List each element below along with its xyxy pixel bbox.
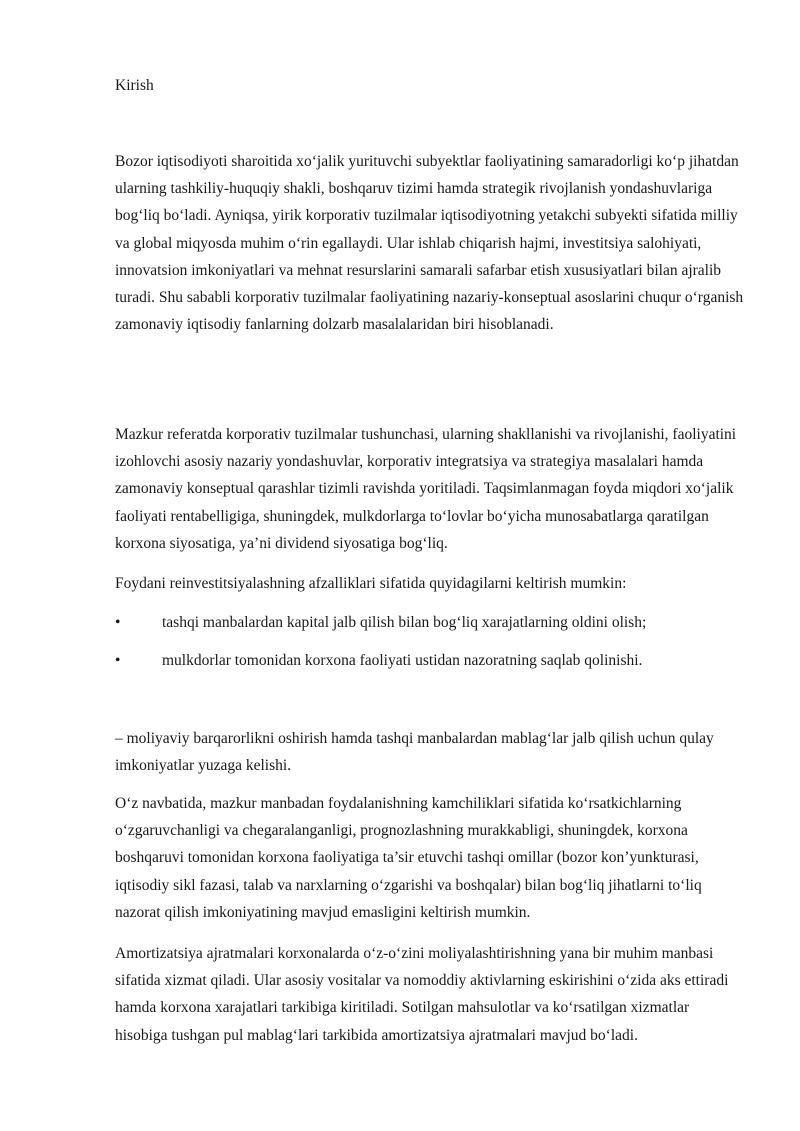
paragraph-stability: – moliyaviy barqarorlikni oshirish hamda tashqi manbalardan mablag‘lar jalb qilish uchun qulay imkoniyatlar yuzaga kelishi. (115, 730, 714, 775)
paragraph-depreciation: Amortizatsiya ajratmalari korxonalarda o‘z-o‘zini moliyalashtirishning yana bir muhim manbasi sifatida xizmat qiladi. Ular asosiy vositalar va nomoddiy aktivlarning eskirishini o‘zida aks ettiradi hamda korxona xarajatlari tarkibiga kiritiladi. Sotilgan mahsulotlar va ko‘rsatilgan xizmatlar hisobiga tushgan pul mablag‘lari tarkibida amortizatsiya ajratmalari mavjud bo‘ladi. (115, 945, 729, 1044)
section-heading: Kirish (115, 77, 154, 94)
list-item-text: tashqi manbalardan kapital jalb qilish bilan bog‘liq xarajatlarning oldini olish; (162, 614, 647, 631)
bullet-icon: • (115, 614, 121, 631)
paragraph-scope: Mazkur referatda korporativ tuzilmalar tushunchasi, ularning shakllanishi va rivojlanishi, faoliyatini izohlovchi asosiy nazariy yondashuvlar, korporativ integratsiya va strategiya masalalari hamda zamonaviy konseptual qarashlar tizimli ravishda yoritiladi. Taqsimlanmagan foyda miqdori xo‘jalik faoliyati rentabelligiga, shuningdek, mulkdorlarga to‘lovlar bo‘yicha munosabatlarga qaratilgan korxona siyosatiga, ya’ni dividend siyosatiga bog‘liq. (115, 426, 737, 552)
list-item (115, 647, 745, 674)
paragraph-drawbacks: O‘z navbatida, mazkur manbadan foydalanishning kamchiliklari sifatida ko‘rsatkichlarning o‘zgaruvchanligi va chegaralanganligi, prognozlashning murakkabligi, shuningdek, korxona boshqaruvi tomonidan korxona faoliyatiga ta’sir etuvchi tashqi omillar (bozor kon’yunkturasi, iqtisodiy sikl fazasi, talab va narxlarning o‘zgarishi va boshqalar) bilan bog‘liq jihatlarni to‘liq nazorat qilish imkoniyatining mavjud emasligini keltirish mumkin. (115, 795, 702, 921)
paragraph-advantages-intro: Foydani reinvestitsiyalashning afzalliklari sifatida quyidagilarni keltirish mumkin: (115, 575, 627, 592)
list-item-text: mulkdorlar tomonidan korxona faoliyati ustidan nazoratning saqlab qolinishi. (162, 652, 643, 669)
bullet-icon: • (115, 652, 121, 669)
list-item (115, 609, 745, 636)
paragraph-intro: Bozor iqtisodiyoti sharoitida xo‘jalik yurituvchi subyektlar faoliyatining samaradorligi ko‘p jihatdan ularning tashkiliy-huquqiy shakli, boshqaruv tizimi hamda strategik rivojlanish yondashuvlariga bog‘liq bo‘ladi. Ayniqsa, yirik korporativ tuzilmalar iqtisodiyotning yetakchi subyekti sifatida milliy va global miqyosda muhim o‘rin egallaydi. Ular ishlab chiqarish hajmi, investitsiya salohiyati, innovatsion imkoniyatlari va mehnat resurslarini samarali safarbar etish xususiyatlari bilan ajralib turadi. Shu sababli korporativ tuzilmalar faoliyatining nazariy-konseptual asoslarini chuqur o‘rganish zamonaviy iqtisodiy fanlarning dolzarb masalalaridan biri hisoblanadi. (115, 153, 744, 334)
